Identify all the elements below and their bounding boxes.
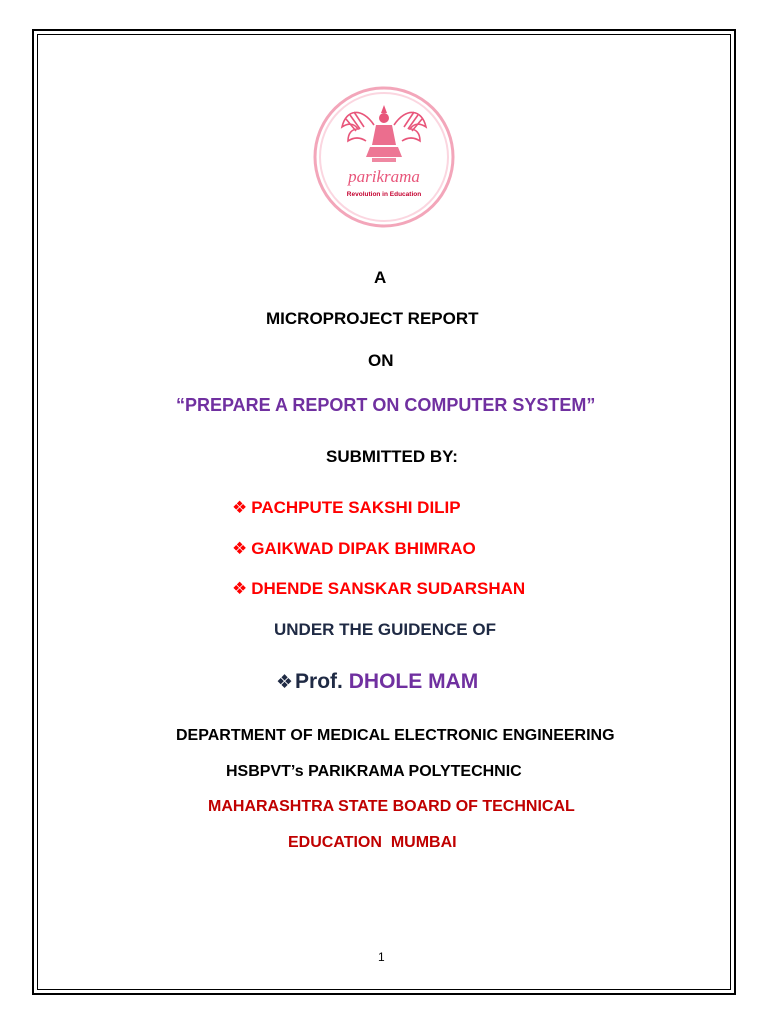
title-a: A [374, 268, 387, 287]
student-name: DHENDE SANSKAR SUDARSHAN [251, 579, 526, 598]
title-report-type: MICROPROJECT REPORT [266, 309, 479, 328]
title-on: ON [368, 351, 394, 370]
guidance-heading: UNDER THE GUIDENCE OF [274, 620, 496, 639]
board-name-line1: MAHARASHTRA STATE BOARD OF TECHNICAL [208, 798, 575, 815]
board-name-line2: EDUCATION MUMBAI [288, 834, 457, 851]
page-number: 1 [378, 950, 385, 964]
student-item [232, 579, 525, 599]
guide-item [276, 670, 478, 694]
diamond-bullet-icon: ❖ [232, 539, 248, 558]
department-name: DEPARTMENT OF MEDICAL ELECTRONIC ENGINEERING [176, 727, 615, 744]
submitted-by-heading: SUBMITTED BY: [326, 447, 458, 466]
logo-brand-text: parikrama [348, 167, 420, 186]
student-name: GAIKWAD DIPAK BHIMRAO [251, 539, 476, 558]
diamond-bullet-icon: ❖ [232, 498, 248, 517]
student-name: PACHPUTE SAKSHI DILIP [251, 498, 461, 517]
parikrama-logo [312, 85, 456, 229]
diamond-bullet-icon: ❖ [276, 672, 294, 693]
diamond-bullet-icon: ❖ [232, 579, 248, 598]
guide-name: DHOLE MAM [348, 670, 479, 693]
report-topic: “PREPARE A REPORT ON COMPUTER SYSTEM” [176, 395, 596, 415]
student-item [232, 498, 461, 518]
guide-prefix: Prof. [295, 670, 343, 693]
logo-tagline-text: Revolution in Education [346, 191, 422, 198]
college-name: HSBPVT’s PARIKRAMA POLYTECHNIC [226, 763, 522, 780]
student-item [232, 539, 476, 559]
